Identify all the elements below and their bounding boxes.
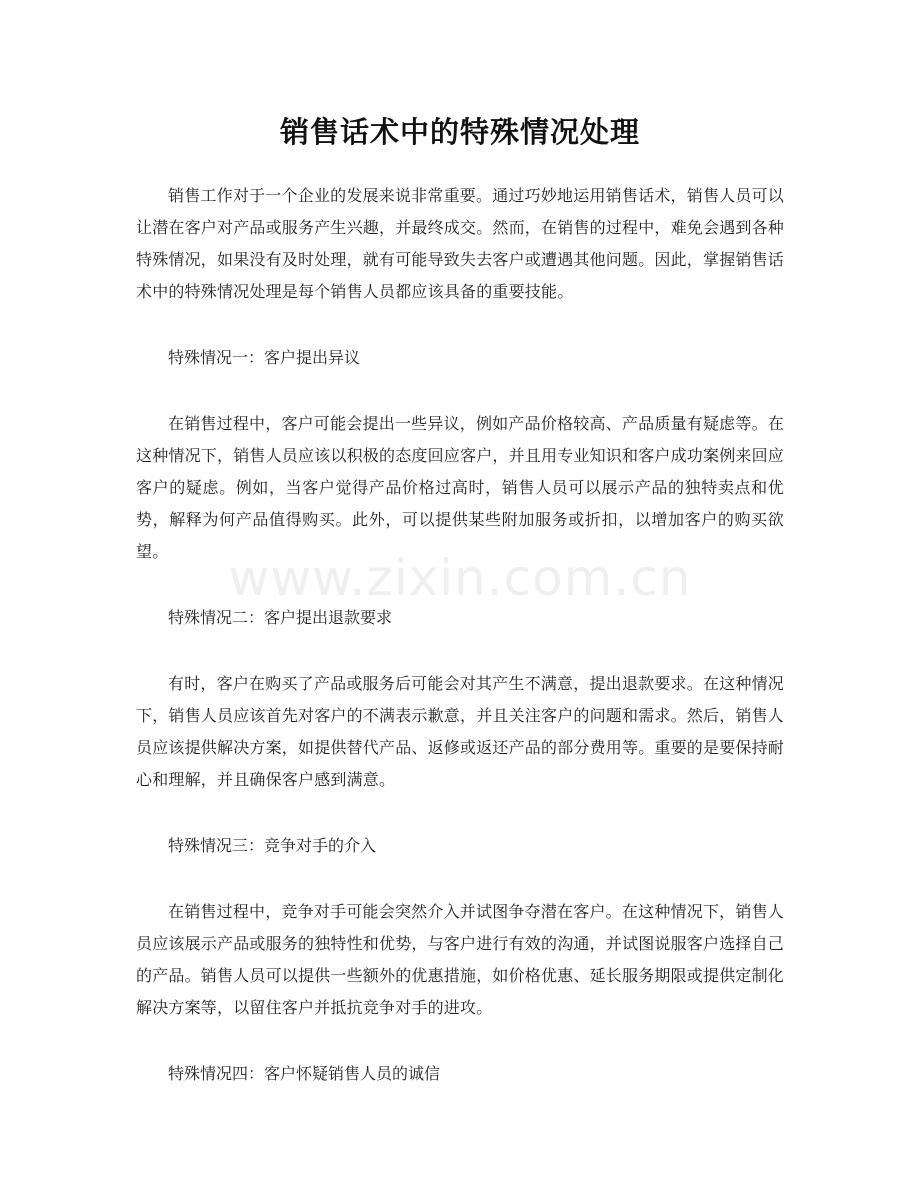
intro-paragraph: 销售工作对于一个企业的发展来说非常重要。通过巧妙地运用销售话术，销售人员可以让潜在客户对产品或服务产生兴趣，并最终成交。然而，在销售的过程中，难免会遇到各种特殊情况，如果没有及时处理，就有可能导致失去客户或遭遇其他问题。因此，掌握销售话术中的特殊情况处理是每个销售人员都应该具备的重要技能。 [136, 186, 785, 301]
section-paragraph-2: 有时，客户在购买了产品或服务后可能会对其产生不满意，提出退款要求。在这种情况下，销售人员应该首先对客户的不满表示歉意，并且关注客户的问题和需求。然后，销售人员应该提供解决方案，如提供替代产品、返修或返还产品的部分费用等。重要的是要保持耐心和理解，并且确保客户感到满意。 [136, 674, 785, 789]
document-body [136, 180, 784, 1124]
section-paragraph-1: 在销售过程中，客户可能会提出一些异议，例如产品价格较高、产品质量有疑虑等。在这种情况下，销售人员应该以积极的态度回应客户，并且用专业知识和客户成功案例来回应客户的疑虑。例如，当客户觉得产品价格过高时，销售人员可以展示产品的独特卖点和优势，解释为何产品值得购买。此外，可以提供某些附加服务或折扣，以增加客户的购买欲望。 [136, 414, 785, 561]
section-heading-3: 特殊情况三：竞争对手的介入 [168, 836, 377, 855]
section-heading-1: 特殊情况一：客户提出异议 [168, 348, 361, 367]
section-heading-2: 特殊情况二：客户提出退款要求 [168, 608, 393, 627]
page-title: 销售话术中的特殊情况处理 [279, 115, 640, 149]
section-heading-4: 特殊情况四：客户怀疑销售人员的诚信 [168, 1064, 441, 1083]
watermark: www.zixin.com.cn [228, 549, 692, 607]
section-paragraph-3: 在销售过程中，竞争对手可能会突然介入并试图争夺潜在客户。在这种情况下，销售人员应该展示产品或服务的独特性和优势，与客户进行有效的沟通，并试图说服客户选择自己的产品。销售人员可以提供一些额外的优惠措施，如价格优惠、延长服务期限或提供定制化解决方案等，以留住客户并抵抗竞争对手的进攻。 [136, 902, 785, 1017]
